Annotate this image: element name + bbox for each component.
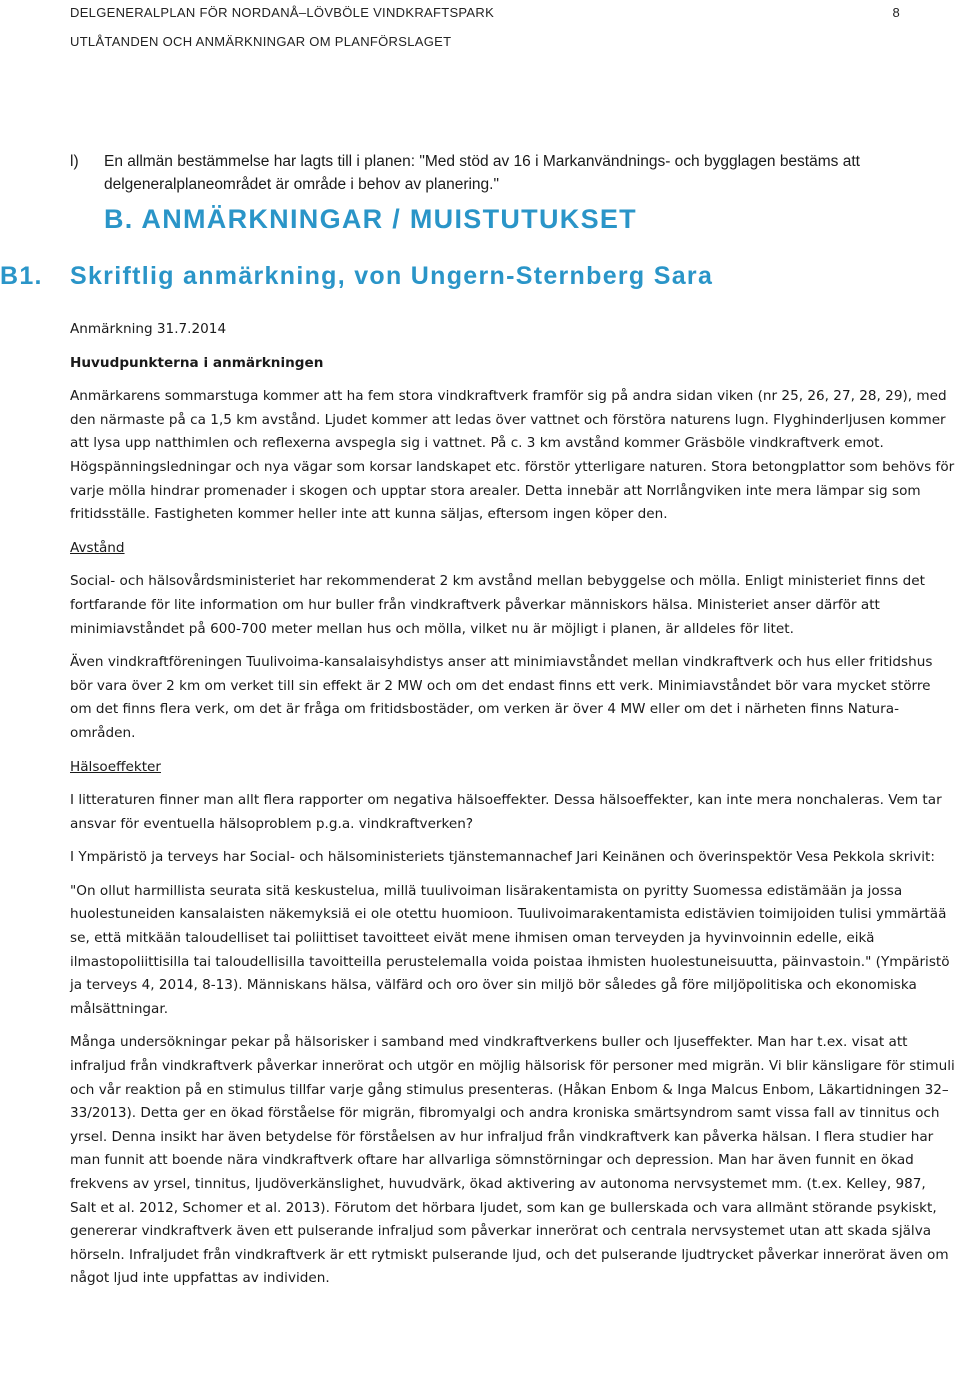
document-subtitle: UTLÅTANDEN OCH ANMÄRKNINGAR OM PLANFÖRSLAGET — [70, 34, 452, 49]
paragraph-ministry: Social- och hälsovårdsministeriet har rekommenderat 2 km avstånd mellan bebyggelse och mölla. Enligt ministeriet finns det fortfarande för lite information om hur buller från vindkraftverk påverkar människors hälsa. Ministeriet anser därför att minimiavståndet på 600-700 meter mellan hus och mölla, vilket nu är möjligt i planen, är alldeles för litet. — [70, 573, 925, 637]
list-item-text: En allmän bestämmelse har lagts till i planen: "Med stöd av 16 i Markanvändnings- och bygglagen bestäms att delgeneralplaneområdet är område i behov av planering." — [104, 153, 860, 193]
sub-heading-number: B1. — [0, 262, 43, 290]
body-content — [70, 318, 956, 1291]
heading-distance: Avstånd — [70, 539, 125, 556]
page-number: 8 — [892, 5, 900, 20]
paragraph-quote: "On ollut harmillista seurata sitä keskustelua, millä tuulivoiman lisärakentamista on pyritty Suomessa edistämään ja jossa huolestuneiden kansalaisten näkemyksiä ei ole otettu huomioon. Tuulivoimarakentamista edistävien toimijoiden tulisi ymmärtää se, että mitkään taloudelliset tai poliittiset tavoitteet eivät mene ihmisen oman terveyden ja hyvinvoinnin edelle, eikä ilmastopoliittisilla tai taloudellisilla tavoitteilla perustelemalla voida poistaa ihmisten huolestuneisuutta, päinvastoin." (Ympäristö ja terveys 4, 2014, 8-13). Människans hälsa, välfärd och oro över sin miljö bör således gå före miljöpolitiska och ekonomiska målsättningar. — [70, 882, 950, 1017]
paragraph-summary: Anmärkarens sommarstuga kommer att ha fem stora vindkraftverk framför sig på andra sidan viken (nr 25, 26, 27, 28, 29), med den närmaste på ca 1,5 km avstånd. Ljudet kommer att ledas över vattnet och förstöra naturens lugn. Flyghinderljusen kommer att lysa upp natthimlen och reflexerna avspegla sig i vattnet. På c. 3 km avstånd kommer Gräsböle vindkraftverk emot. Högspänningsledningar och nya vägar som korsar landskapet etc. förstör ytterligare naturen. Stora betongplattor som behövs för varje mölla hindrar promenader i skogen och upptar stora arealer. Detta innebär att Norrlångviken inte mera lämpar sig som fritidsställe. Fastigheten kommer heller inte att kunna säljas, eftersom ingen köper den. — [70, 388, 955, 523]
sub-heading — [0, 262, 713, 291]
main-points-label: Huvudpunkterna i anmärkningen — [70, 354, 324, 371]
list-item — [70, 150, 950, 196]
paragraph-research: Många undersökningar pekar på hälsorisker i samband med vindkraftverkens buller och ljuseffekter. Man har t.ex. visat att infraljud från vindkraftverk påverkar innerörat och utgör en möjlig hälsorisk för personer med migrän. Vi blir känsligare för stimuli och vår reaktion på en stimulus tillfar varje gång stimulus presenteras. (Håkan Enbom & Inga Malcus Enbom, Läkartidningen 32–33/2013). Detta ger en ökad förståelse för migrän, fibromyalgi och andra kroniska smärtsyndrom samt vissa fall av tinnitus och yrsel. Denna insikt har även betydelse för förståelsen av hur infraljud från vindkraftverk kan påverka hälsan. I flera studier har man funnit att boende nära vindkraftverk oftare har allvarliga sömnstörningar och depression. Man har även funnit en ökad frekvens av yrsel, tinnitus, ljudöverkänslighet, huvudvärk, ökad aktivering av autonoma nervsystemet mm. (t.ex. Kelley, 987, Salt et al. 2012, Schomer et al. 2013). Förutom det hörbara ljudet, som kan ge bullerskada och vara allmänt störande psykiskt, genererar vindkraftverk även ett pulserande infraljud som påverkar innerörat och centrala nervsystemet utan att skada själva hörseln. Infraljudet från vindkraftverk är ett rytmiskt pulserande ljud, och det pulserande ljudtrycket påverkar innerörat även om något ljud inte uppfattas av individen. — [70, 1034, 955, 1287]
section-heading: B. ANMÄRKNINGAR / MUISTUTUKSET — [104, 204, 637, 234]
document-title: DELGENERALPLAN FÖR NORDANÅ–LÖVBÖLE VINDKRAFTSPARK — [70, 5, 495, 20]
heading-health-effects: Hälsoeffekter — [70, 758, 161, 775]
list-marker: l) — [70, 153, 79, 170]
paragraph-quote-intro: I Ympäristö ja terveys har Social- och hälsoministeriets tjänstemannachef Jari Keinänen och överinspektör Vesa Pekkola skrivit: — [70, 849, 935, 866]
paragraph-association: Även vindkraftföreningen Tuulivoima-kansalaisyhdistys anser att minimiavståndet mellan vindkraftverk och hus eller fritidshus bör vara över 2 km om verket till sin effekt är 2 MW och om det endast finns ett verk. Minimiavståndet bör vara mycket större om det finns flera verk, om det är fråga om fritidsbostäder, om verken är över 4 MW eller om det i närheten finns Natura-områden. — [70, 654, 933, 741]
remark-date: Anmärkning 31.7.2014 — [70, 321, 227, 337]
paragraph-literature: I litteraturen finner man allt flera rapporter om negativa hälsoeffekter. Dessa hälsoeffekter, kan inte mera nonchaleras. Vem tar ansvar för eventuella hälsoproblem p.g.a. vindkraftverken? — [70, 792, 942, 832]
sub-heading-title: Skriftlig anmärkning, von Ungern-Sternberg Sara — [70, 262, 714, 290]
